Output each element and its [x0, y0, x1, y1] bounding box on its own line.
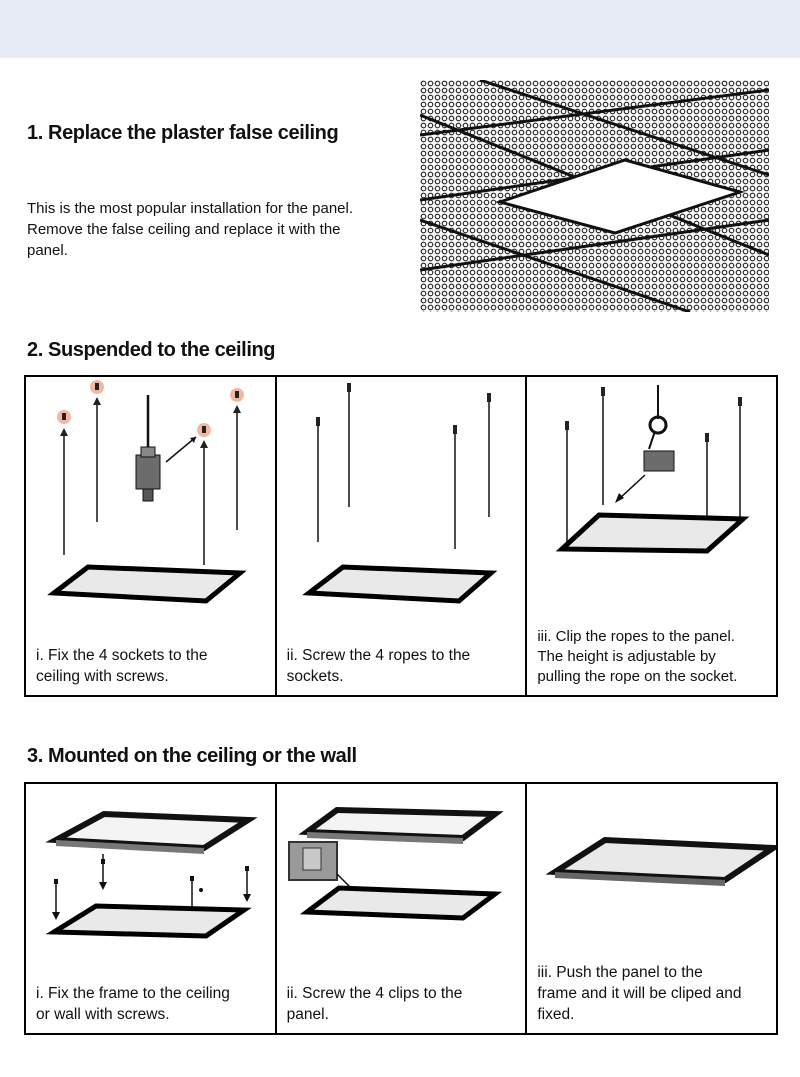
ceiling-tile-illustration [420, 80, 769, 312]
frame-fixing-illustration [26, 784, 276, 964]
rope-screwing-illustration [277, 377, 527, 617]
section-2-title: 2. Suspended to the ceiling [27, 339, 276, 361]
header-band [0, 0, 800, 58]
clip-screwing-illustration [277, 784, 527, 964]
section-3-title: 3. Mounted on the ceiling or the wall [27, 745, 357, 767]
mounting-step-2-caption: ii. Screw the 4 clips to the panel. [286, 985, 463, 1023]
section-1-description: This is the most popular installation for the panel. Remove the false ceiling and replace it with the panel. [27, 200, 354, 259]
rope-clipping-illustration [527, 377, 777, 617]
suspension-step-1 [26, 377, 277, 695]
mounting-step-2 [277, 784, 528, 1033]
panel-push-illustration [527, 784, 777, 964]
suspension-steps-grid [24, 375, 778, 697]
suspension-step-2 [277, 377, 528, 695]
mounting-step-1-caption: i. Fix the frame to the ceiling or wall with screws. [36, 985, 230, 1023]
suspension-step-3-caption: iii. Clip the ropes to the panel. The height is adjustable by pulling the rope on the socket. [537, 628, 738, 685]
mounting-steps-grid [24, 782, 778, 1035]
mounting-step-3 [527, 784, 776, 1033]
mounting-step-1 [26, 784, 277, 1033]
mounting-step-3-caption: iii. Push the panel to the frame and it will be cliped and fixed. [537, 964, 742, 1023]
section-1-title: 1. Replace the plaster false ceiling [27, 122, 339, 144]
suspension-step-3 [527, 377, 776, 695]
socket-fixing-illustration [26, 377, 276, 617]
suspension-step-2-caption: ii. Screw the 4 ropes to the sockets. [286, 647, 471, 685]
suspension-step-1-caption: i. Fix the 4 sockets to the ceiling with screws. [36, 647, 208, 685]
